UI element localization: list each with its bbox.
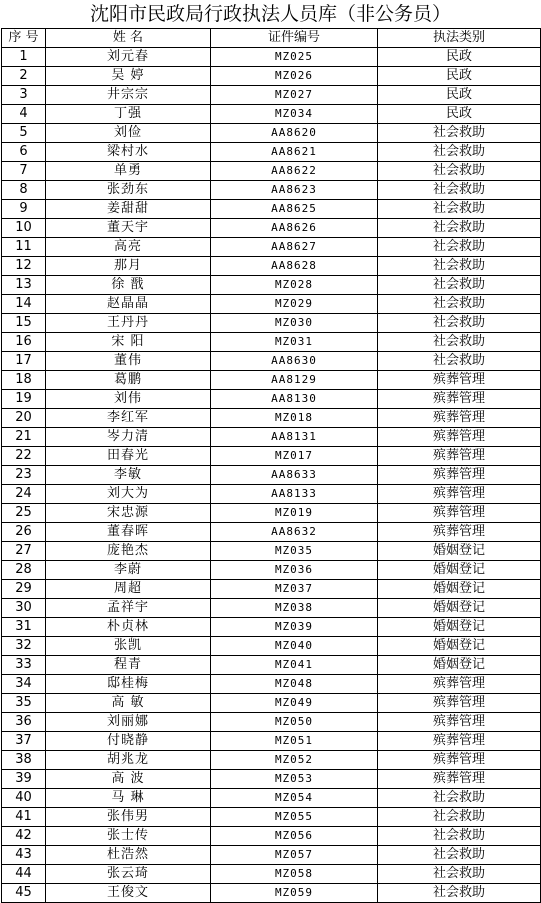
cell-name: 董春晖	[46, 523, 211, 542]
table-row	[2, 428, 541, 447]
cell-index: 33	[2, 656, 46, 675]
cell-certificate-no: MZ028	[211, 276, 378, 295]
table-row	[2, 409, 541, 428]
table-row	[2, 48, 541, 67]
table-row	[2, 523, 541, 542]
cell-index: 6	[2, 143, 46, 162]
cell-name: 刘伟	[46, 390, 211, 409]
cell-name: 周超	[46, 580, 211, 599]
cell-index: 21	[2, 428, 46, 447]
cell-index: 31	[2, 618, 46, 637]
cell-certificate-no: AA8632	[211, 523, 378, 542]
table-row	[2, 789, 541, 808]
table-row	[2, 770, 541, 789]
cell-name: 宋忠源	[46, 504, 211, 523]
cell-category: 婚姻登记	[378, 637, 541, 656]
cell-category: 民政	[378, 67, 541, 86]
cell-category: 婚姻登记	[378, 542, 541, 561]
cell-name: 高亮	[46, 238, 211, 257]
cell-category: 殡葬管理	[378, 675, 541, 694]
table-row	[2, 257, 541, 276]
table-row	[2, 599, 541, 618]
cell-category: 民政	[378, 86, 541, 105]
cell-name: 葛鹏	[46, 371, 211, 390]
cell-certificate-no: AA8131	[211, 428, 378, 447]
cell-certificate-no: MZ034	[211, 105, 378, 124]
cell-category: 社会救助	[378, 124, 541, 143]
cell-index: 27	[2, 542, 46, 561]
table-row	[2, 276, 541, 295]
table-row	[2, 67, 541, 86]
table-row	[2, 561, 541, 580]
cell-category: 社会救助	[378, 352, 541, 371]
cell-name: 单勇	[46, 162, 211, 181]
cell-name: 马 琳	[46, 789, 211, 808]
cell-name: 杜浩然	[46, 846, 211, 865]
cell-category: 婚姻登记	[378, 561, 541, 580]
cell-name: 田春光	[46, 447, 211, 466]
cell-index: 36	[2, 713, 46, 732]
table-row	[2, 713, 541, 732]
cell-certificate-no: AA8621	[211, 143, 378, 162]
table-row	[2, 637, 541, 656]
cell-name: 高 敏	[46, 694, 211, 713]
cell-category: 殡葬管理	[378, 751, 541, 770]
cell-name: 张云琦	[46, 865, 211, 884]
cell-certificate-no: MZ059	[211, 884, 378, 903]
cell-index: 32	[2, 637, 46, 656]
cell-category: 婚姻登记	[378, 618, 541, 637]
cell-index: 13	[2, 276, 46, 295]
cell-certificate-no: MZ040	[211, 637, 378, 656]
table-row	[2, 751, 541, 770]
table-row	[2, 295, 541, 314]
cell-category: 殡葬管理	[378, 371, 541, 390]
cell-index: 42	[2, 827, 46, 846]
cell-certificate-no: AA8627	[211, 238, 378, 257]
cell-category: 婚姻登记	[378, 599, 541, 618]
cell-certificate-no: AA8133	[211, 485, 378, 504]
cell-name: 刘俭	[46, 124, 211, 143]
cell-category: 民政	[378, 48, 541, 67]
cell-certificate-no: AA8129	[211, 371, 378, 390]
cell-index: 45	[2, 884, 46, 903]
cell-name: 高 波	[46, 770, 211, 789]
cell-certificate-no: AA8625	[211, 200, 378, 219]
cell-category: 社会救助	[378, 276, 541, 295]
cell-category: 社会救助	[378, 333, 541, 352]
cell-name: 张劲东	[46, 181, 211, 200]
cell-index: 29	[2, 580, 46, 599]
cell-category: 殡葬管理	[378, 447, 541, 466]
table-row	[2, 485, 541, 504]
cell-index: 25	[2, 504, 46, 523]
cell-certificate-no: MZ027	[211, 86, 378, 105]
cell-name: 吴 婷	[46, 67, 211, 86]
cell-name: 丁强	[46, 105, 211, 124]
cell-category: 殡葬管理	[378, 390, 541, 409]
table-row	[2, 542, 541, 561]
cell-index: 7	[2, 162, 46, 181]
table-row	[2, 314, 541, 333]
cell-category: 殡葬管理	[378, 485, 541, 504]
cell-name: 姜甜甜	[46, 200, 211, 219]
cell-name: 付晓静	[46, 732, 211, 751]
cell-category: 殡葬管理	[378, 409, 541, 428]
table-row	[2, 181, 541, 200]
header-certificate-no: 证件编号	[211, 29, 378, 48]
cell-certificate-no: MZ049	[211, 694, 378, 713]
cell-index: 28	[2, 561, 46, 580]
cell-category: 殡葬管理	[378, 694, 541, 713]
cell-category: 殡葬管理	[378, 466, 541, 485]
cell-category: 社会救助	[378, 846, 541, 865]
cell-index: 3	[2, 86, 46, 105]
cell-name: 赵晶晶	[46, 295, 211, 314]
cell-category: 社会救助	[378, 257, 541, 276]
cell-name: 刘丽娜	[46, 713, 211, 732]
cell-certificate-no: MZ053	[211, 770, 378, 789]
cell-index: 16	[2, 333, 46, 352]
cell-certificate-no: MZ051	[211, 732, 378, 751]
cell-category: 社会救助	[378, 789, 541, 808]
cell-certificate-no: MZ057	[211, 846, 378, 865]
cell-certificate-no: MZ035	[211, 542, 378, 561]
table-row	[2, 732, 541, 751]
cell-name: 程青	[46, 656, 211, 675]
cell-category: 社会救助	[378, 162, 541, 181]
cell-index: 1	[2, 48, 46, 67]
cell-certificate-no: AA8620	[211, 124, 378, 143]
table-row	[2, 333, 541, 352]
table-row	[2, 162, 541, 181]
cell-name: 刘大为	[46, 485, 211, 504]
cell-index: 20	[2, 409, 46, 428]
cell-index: 17	[2, 352, 46, 371]
cell-category: 殡葬管理	[378, 713, 541, 732]
table-row	[2, 371, 541, 390]
cell-index: 40	[2, 789, 46, 808]
cell-name: 张凯	[46, 637, 211, 656]
cell-index: 12	[2, 257, 46, 276]
cell-certificate-no: AA8622	[211, 162, 378, 181]
cell-certificate-no: MZ017	[211, 447, 378, 466]
cell-certificate-no: MZ041	[211, 656, 378, 675]
cell-certificate-no: MZ054	[211, 789, 378, 808]
cell-index: 35	[2, 694, 46, 713]
cell-category: 社会救助	[378, 865, 541, 884]
cell-index: 26	[2, 523, 46, 542]
cell-category: 社会救助	[378, 181, 541, 200]
cell-name: 董天宇	[46, 219, 211, 238]
cell-certificate-no: MZ052	[211, 751, 378, 770]
cell-name: 李红军	[46, 409, 211, 428]
cell-index: 38	[2, 751, 46, 770]
cell-category: 社会救助	[378, 238, 541, 257]
cell-certificate-no: MZ039	[211, 618, 378, 637]
cell-certificate-no: MZ018	[211, 409, 378, 428]
cell-name: 那月	[46, 257, 211, 276]
cell-certificate-no: MZ058	[211, 865, 378, 884]
cell-certificate-no: MZ037	[211, 580, 378, 599]
cell-category: 殡葬管理	[378, 504, 541, 523]
cell-name: 胡兆龙	[46, 751, 211, 770]
cell-index: 9	[2, 200, 46, 219]
cell-category: 婚姻登记	[378, 580, 541, 599]
table-row	[2, 86, 541, 105]
cell-name: 李蔚	[46, 561, 211, 580]
cell-index: 15	[2, 314, 46, 333]
cell-category: 社会救助	[378, 314, 541, 333]
cell-category: 婚姻登记	[378, 656, 541, 675]
cell-name: 李敏	[46, 466, 211, 485]
cell-index: 44	[2, 865, 46, 884]
table-row	[2, 675, 541, 694]
cell-certificate-no: MZ036	[211, 561, 378, 580]
cell-name: 王俊文	[46, 884, 211, 903]
cell-index: 43	[2, 846, 46, 865]
cell-index: 23	[2, 466, 46, 485]
cell-certificate-no: MZ029	[211, 295, 378, 314]
cell-category: 社会救助	[378, 219, 541, 238]
table-row	[2, 808, 541, 827]
table-body	[2, 48, 541, 903]
table-row	[2, 352, 541, 371]
cell-name: 徐 戬	[46, 276, 211, 295]
cell-category: 社会救助	[378, 200, 541, 219]
table-row	[2, 200, 541, 219]
cell-certificate-no: MZ025	[211, 48, 378, 67]
cell-category: 社会救助	[378, 884, 541, 903]
cell-index: 37	[2, 732, 46, 751]
cell-certificate-no: MZ031	[211, 333, 378, 352]
table-row	[2, 466, 541, 485]
cell-certificate-no: MZ050	[211, 713, 378, 732]
cell-category: 社会救助	[378, 827, 541, 846]
cell-category: 殡葬管理	[378, 732, 541, 751]
cell-index: 4	[2, 105, 46, 124]
cell-certificate-no: AA8623	[211, 181, 378, 200]
cell-index: 22	[2, 447, 46, 466]
personnel-table	[1, 28, 541, 903]
cell-index: 19	[2, 390, 46, 409]
table-row	[2, 390, 541, 409]
cell-name: 井宗宗	[46, 86, 211, 105]
cell-certificate-no: AA8633	[211, 466, 378, 485]
table-row	[2, 105, 541, 124]
cell-index: 30	[2, 599, 46, 618]
cell-category: 社会救助	[378, 295, 541, 314]
cell-category: 民政	[378, 105, 541, 124]
header-category: 执法类别	[378, 29, 541, 48]
cell-name: 王丹丹	[46, 314, 211, 333]
table-row	[2, 447, 541, 466]
cell-name: 董伟	[46, 352, 211, 371]
cell-index: 5	[2, 124, 46, 143]
cell-index: 18	[2, 371, 46, 390]
cell-name: 刘元春	[46, 48, 211, 67]
page-title: 沈阳市民政局行政执法人员库（非公务员）	[89, 3, 451, 25]
cell-category: 社会救助	[378, 143, 541, 162]
table-row	[2, 827, 541, 846]
cell-name: 庞艳杰	[46, 542, 211, 561]
cell-certificate-no: AA8628	[211, 257, 378, 276]
cell-certificate-no: AA8626	[211, 219, 378, 238]
table-row	[2, 618, 541, 637]
cell-category: 殡葬管理	[378, 523, 541, 542]
cell-category: 殡葬管理	[378, 770, 541, 789]
cell-name: 宋 阳	[46, 333, 211, 352]
cell-index: 2	[2, 67, 46, 86]
table-row	[2, 124, 541, 143]
header-row	[2, 29, 541, 48]
table-row	[2, 656, 541, 675]
header-index: 序 号	[2, 29, 46, 48]
table-row	[2, 143, 541, 162]
cell-certificate-no: AA8630	[211, 352, 378, 371]
cell-index: 14	[2, 295, 46, 314]
cell-certificate-no: MZ038	[211, 599, 378, 618]
cell-certificate-no: AA8130	[211, 390, 378, 409]
cell-certificate-no: MZ019	[211, 504, 378, 523]
cell-name: 邸桂梅	[46, 675, 211, 694]
cell-index: 34	[2, 675, 46, 694]
cell-name: 梁村水	[46, 143, 211, 162]
cell-certificate-no: MZ055	[211, 808, 378, 827]
cell-category: 殡葬管理	[378, 428, 541, 447]
cell-certificate-no: MZ026	[211, 67, 378, 86]
cell-name: 孟祥宇	[46, 599, 211, 618]
cell-name: 张士传	[46, 827, 211, 846]
cell-certificate-no: MZ030	[211, 314, 378, 333]
cell-index: 39	[2, 770, 46, 789]
table-row	[2, 846, 541, 865]
cell-index: 11	[2, 238, 46, 257]
cell-certificate-no: MZ048	[211, 675, 378, 694]
table-row	[2, 884, 541, 903]
table-row	[2, 504, 541, 523]
cell-name: 张伟男	[46, 808, 211, 827]
table-row	[2, 580, 541, 599]
cell-index: 24	[2, 485, 46, 504]
cell-index: 8	[2, 181, 46, 200]
cell-category: 社会救助	[378, 808, 541, 827]
header-name: 姓 名	[46, 29, 211, 48]
table-row	[2, 865, 541, 884]
cell-name: 朴贞林	[46, 618, 211, 637]
cell-certificate-no: MZ056	[211, 827, 378, 846]
table-row	[2, 694, 541, 713]
cell-index: 10	[2, 219, 46, 238]
cell-name: 岑力清	[46, 428, 211, 447]
table-row	[2, 238, 541, 257]
cell-index: 41	[2, 808, 46, 827]
table-row	[2, 219, 541, 238]
